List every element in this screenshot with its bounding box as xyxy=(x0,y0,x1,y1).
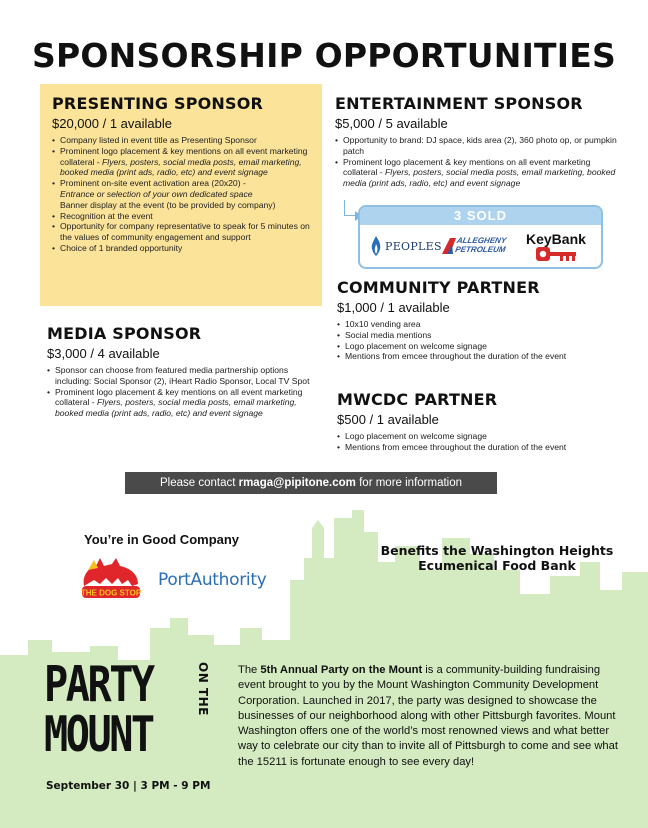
dog-stop-logo xyxy=(78,556,144,604)
entertainment-price: $5,000 / 5 available xyxy=(335,116,448,131)
list-item: • Opportunity to brand: DJ space, kids area (2), 360 photo op, or pumpkin patch xyxy=(335,135,620,157)
list-item: • Social media mentions xyxy=(337,330,622,341)
list-item: • Sponsor can choose from featured media partnership options including: Social Sponsor (2), iHeart Radio Sponsor, Local TV Spot xyxy=(47,365,322,387)
event-date: September 30 | 3 PM - 9 PM xyxy=(46,780,211,792)
mwcdc-benefits-list xyxy=(337,431,622,453)
community-partner-box xyxy=(337,278,622,362)
list-item: • Company listed in event title as Presenting Sponsor xyxy=(52,135,310,146)
list-item: • Prominent logo placement & key mentions on all event marketing collateral - Flyers, posters, social media posts, email marketing, booked media (print ads, radio, etc) and event signage xyxy=(335,157,620,189)
list-item: • Logo placement on welcome signage xyxy=(337,341,622,352)
list-item: • Choice of 1 branded opportunity xyxy=(52,243,310,254)
sold-sponsors-panel xyxy=(358,205,603,269)
community-title: COMMUNITY PARTNER xyxy=(337,278,540,297)
logo-word-mount: MOUNT xyxy=(44,706,153,763)
dog-icon xyxy=(78,556,144,604)
list-item: • Recognition at the event xyxy=(52,211,310,222)
page-title: SPONSORSHIP OPPORTUNITIES xyxy=(32,36,616,75)
mwcdc-title: MWCDC PARTNER xyxy=(337,390,498,409)
logo-word-party: PARTY xyxy=(44,656,153,713)
sold-logo-row xyxy=(360,225,601,269)
media-price: $3,000 / 4 available xyxy=(47,346,160,361)
key-icon xyxy=(536,247,580,263)
mwcdc-partner-box xyxy=(337,390,622,453)
list-item: • Prominent logo placement & key mentions on all event marketing collateral - Flyers, posters, social media posts, email marketing, booked media (print ads, radio, etc) and event signage xyxy=(47,387,322,419)
presenting-sponsor-box xyxy=(40,84,322,306)
community-price: $1,000 / 1 available xyxy=(337,300,450,315)
mwcdc-price: $500 / 1 available xyxy=(337,412,439,427)
list-item: • Prominent logo placement & key mentions on all event marketing collateral - Flyers, posters, social media posts, email marketing, booked media (print ads, radio, etc) and event signage xyxy=(52,146,310,178)
logo-word-on-the: ON THE xyxy=(196,662,210,716)
list-item: • Mentions from emcee throughout the duration of the event xyxy=(337,351,622,362)
event-description: The 5th Annual Party on the Mount is a community-building fundraising event brought to you by the Mount Washington Community Development Corporation. Launched in 2017, the party was designed to showcase the businesses of our neighborhood along with other Pittsburgh favorites. Mount Washington offers one of the world’s most renowned views and what better way to celebrate our city than to invite all of Pittsburgh to come and see what the 15211 is fortunate enough to see every day! xyxy=(238,664,618,768)
keybank-logo: KeyBank xyxy=(526,231,586,268)
entertainment-sponsor-box xyxy=(335,94,620,189)
peoples-logo: PEOPLES xyxy=(370,235,442,257)
presenting-benefits-list xyxy=(52,135,310,254)
media-benefits-list xyxy=(47,365,322,419)
flame-icon xyxy=(370,235,382,257)
allegheny-petroleum-logo: ALLEGHENY PETROLEUM xyxy=(442,237,516,254)
svg-text:THE DOG STOP: THE DOG STOP xyxy=(80,588,142,598)
contact-bar: Please contact rmaga@pipitone.com for more information xyxy=(125,472,497,494)
list-item: • Prominent on-site event activation area (20x20) - Entrance or selection of your own dedicated space Banner display at the event (to be provided by company) xyxy=(52,178,310,210)
entertainment-title: ENTERTAINMENT SPONSOR xyxy=(335,94,583,113)
sold-label: 3 SOLD xyxy=(360,207,601,225)
party-on-the-mount-logo xyxy=(44,656,214,780)
list-item: • Logo placement on welcome signage xyxy=(337,431,622,442)
list-item: • Mentions from emcee throughout the duration of the event xyxy=(337,442,622,453)
presenting-title: PRESENTING SPONSOR xyxy=(52,94,264,113)
media-title: MEDIA SPONSOR xyxy=(47,324,202,343)
media-sponsor-box xyxy=(47,324,322,419)
contact-email-link[interactable]: rmaga@pipitone.com xyxy=(238,477,356,489)
good-company-heading: You’re in Good Company xyxy=(84,532,240,547)
list-item: • 10x10 vending area xyxy=(337,319,622,330)
list-item: • Opportunity for company representative to speak for 5 minutes on the values of community engagement and support xyxy=(52,221,310,243)
entertainment-benefits-list xyxy=(335,135,620,189)
community-benefits-list xyxy=(337,319,622,362)
port-authority-logo: PortAuthority xyxy=(158,570,267,590)
benefits-text: Benefits the Washington Heights Ecumenical Food Bank xyxy=(380,543,614,573)
presenting-price: $20,000 / 1 available xyxy=(52,116,172,131)
